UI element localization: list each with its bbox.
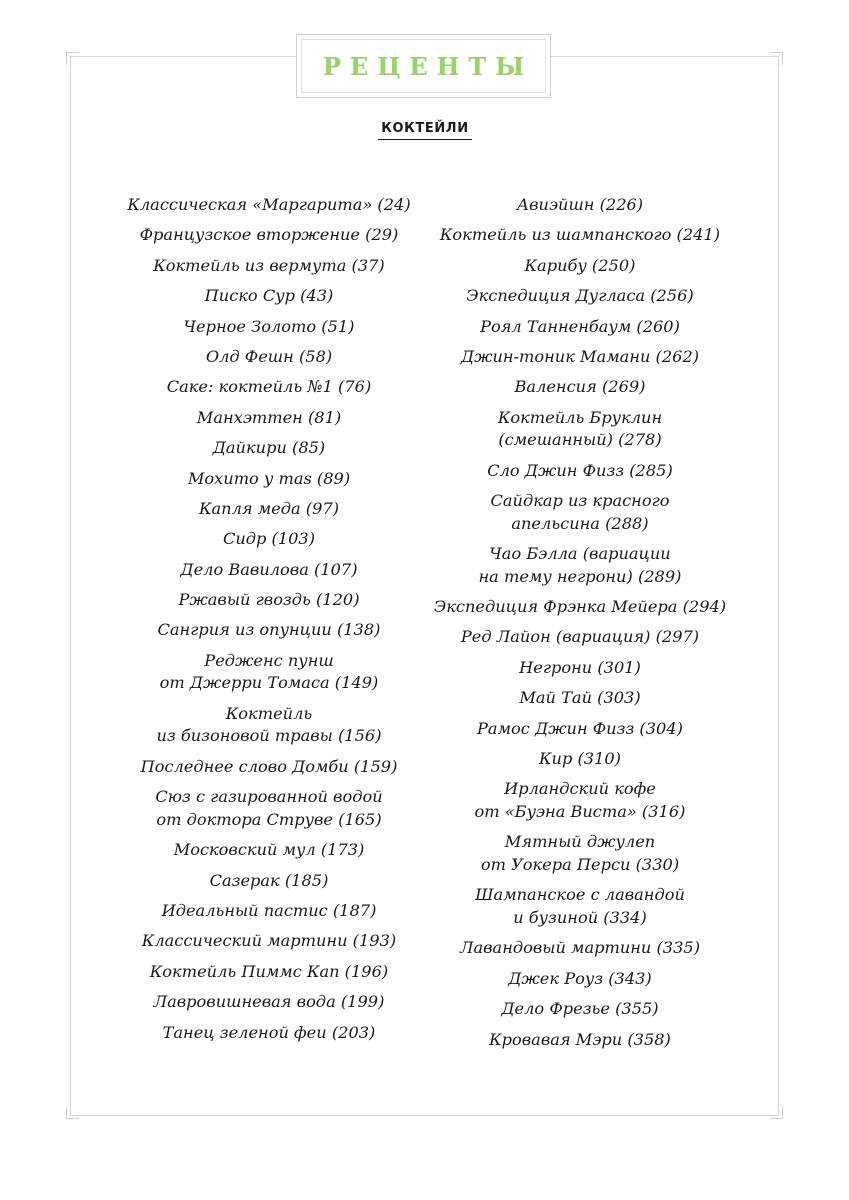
recipe-entry-line: Лавандовый мартини (335) (459, 938, 701, 958)
recipe-entry-line: Ирландский кофе (504, 779, 656, 799)
recipe-entry-line: апельсина (288) (511, 513, 649, 533)
recipe-entry (110, 756, 428, 779)
title-plate (296, 34, 551, 98)
recipe-list-right (424, 194, 736, 1059)
recipe-entry (424, 255, 736, 278)
recipe-entry (424, 596, 736, 619)
recipe-entry (424, 778, 736, 823)
recipe-entry-line: Чао Бэлла (вариации (489, 544, 671, 564)
recipe-entry (424, 407, 736, 452)
recipe-entry-line: Роял Танненбаум (260) (480, 316, 680, 336)
recipe-entry-line: Кир (310) (539, 749, 621, 769)
recipe-entry (110, 437, 428, 460)
recipe-entry (424, 998, 736, 1021)
recipe-entry-line: Сло Джин Физз (285) (487, 460, 673, 480)
recipe-entry-line: Коктейль Бруклин (497, 407, 663, 427)
recipe-entry (424, 543, 736, 588)
recipe-entry (110, 1022, 428, 1045)
recipe-entry (110, 650, 428, 695)
recipe-entry (110, 255, 428, 278)
frame-corner-ornament (770, 52, 783, 65)
recipe-entry-line: Лавровишневая вода (199) (153, 992, 385, 1012)
recipe-entry-line: Дело Вавилова (107) (180, 559, 358, 579)
recipe-entry (110, 376, 428, 399)
recipe-entry-line: Коктейль из шампанского (241) (439, 225, 721, 245)
recipe-entry (110, 346, 428, 369)
recipe-entry-line: Карибу (250) (524, 255, 636, 275)
recipe-entry-line: Мохито у mas (89) (187, 468, 351, 488)
recipe-entry-line: Коктейль (225, 703, 313, 723)
recipe-entry-line: Редженс пунш (204, 650, 334, 670)
recipe-entry-line: Манхэттен (81) (196, 407, 342, 427)
recipe-entry-line: Французское вторжение (29) (139, 225, 399, 245)
recipe-entry-line: Экспедиция Дугласа (256) (466, 286, 694, 306)
recipe-entry (110, 407, 428, 430)
recipe-entry-line: Коктейль Пиммс Кап (196) (149, 961, 389, 981)
recipe-entry (110, 991, 428, 1014)
recipe-entry-line: Ржавый гвоздь (120) (178, 590, 360, 610)
recipe-entry (110, 224, 428, 247)
recipe-entry (424, 831, 736, 876)
recipe-entry (424, 460, 736, 483)
recipe-entry-line: Май Тай (303) (519, 688, 641, 708)
recipe-entry (110, 870, 428, 893)
frame-corner-ornament (66, 52, 79, 65)
recipe-entry-line: Последнее слово Домби (159) (140, 756, 398, 776)
recipe-entry-line: Негрони (301) (519, 657, 641, 677)
section-heading: КОКТЕЙЛИ (378, 121, 472, 140)
recipe-entry-line: Мятный джулеп (504, 832, 656, 852)
recipe-entry (110, 930, 428, 953)
recipe-entry (424, 657, 736, 680)
recipe-entry-line: Классическая «Маргарита» (24) (127, 195, 411, 214)
recipe-entry (424, 346, 736, 369)
recipe-entry-line: Классический мартини (193) (141, 931, 397, 951)
recipe-entry (424, 1029, 736, 1052)
recipe-entry (424, 884, 736, 929)
recipe-entry (110, 285, 428, 308)
recipe-entry-line: Экспедиция Фрэнка Мейера (294) (433, 597, 727, 617)
recipe-entry-line: Капля меда (97) (198, 498, 340, 518)
recipe-entry (424, 490, 736, 535)
recipe-entry (110, 194, 428, 217)
recipe-entry (424, 626, 736, 649)
recipe-entry-line: от доктора Струве (165) (156, 809, 382, 829)
recipe-entry (424, 194, 736, 217)
recipe-entry-line: Джек Роуз (343) (508, 968, 652, 988)
recipe-entry (110, 961, 428, 984)
recipe-entry (110, 589, 428, 612)
recipe-list-left (110, 194, 428, 1052)
recipe-entry-line: Валенсия (269) (514, 377, 646, 397)
recipe-entry-line: от «Буэна Виста» (316) (474, 802, 686, 822)
recipe-entry (110, 839, 428, 862)
recipe-entry-line: Идеальный пастис (187) (161, 900, 377, 920)
recipe-entry-line: от Уокера Перси (330) (480, 855, 680, 874)
recipe-entry (110, 900, 428, 923)
recipe-entry-line: Шампанское с лавандой (475, 885, 685, 905)
recipe-entry (110, 786, 428, 831)
recipe-entry-line: Сазерак (185) (209, 870, 329, 890)
recipe-entry-line: Сидр (103) (222, 529, 316, 549)
recipe-entry-line: из бизоновой травы (156) (156, 726, 382, 746)
recipe-entry-line: Ред Лайон (вариация) (297) (460, 627, 700, 647)
recipe-entry (110, 619, 428, 642)
recipe-entry (424, 968, 736, 991)
recipe-entry (424, 687, 736, 710)
page-title: РЕЦЕНТЫ (322, 51, 534, 81)
recipe-entry-line: Саке: коктейль №1 (76) (166, 377, 372, 397)
recipe-entry (110, 498, 428, 521)
recipe-entry (110, 559, 428, 582)
recipe-entry (424, 224, 736, 247)
recipe-entry-line: Московский мул (173) (173, 840, 365, 860)
recipe-entry (424, 285, 736, 308)
recipe-entry-line: Писко Сур (43) (204, 286, 334, 306)
recipe-entry-line: Олд Фешн (58) (205, 346, 333, 366)
recipe-entry (424, 718, 736, 741)
recipe-entry (110, 703, 428, 748)
recipe-entry (424, 937, 736, 960)
recipe-entry (424, 316, 736, 339)
recipe-entry-line: Рамос Джин Физз (304) (477, 718, 683, 738)
recipe-entry-line: Сайдкар из красного (490, 491, 670, 511)
frame-corner-ornament (770, 1106, 783, 1119)
recipe-entry-line: и бузиной (334) (513, 907, 647, 927)
recipe-entry (424, 748, 736, 771)
recipe-entry-line: Джин-тоник Мамани (262) (460, 346, 700, 366)
recipe-entry (110, 528, 428, 551)
recipe-entry-line: Черное Золото (51) (183, 316, 355, 336)
recipe-entry-line: Сангрия из опунции (138) (157, 620, 381, 640)
recipe-entry (110, 316, 428, 339)
recipe-entry-line: (смешанный) (278) (498, 430, 662, 450)
frame-corner-ornament (66, 1106, 79, 1119)
recipe-entry (110, 468, 428, 491)
recipe-entry-line: Танец зеленой феи (203) (162, 1022, 376, 1042)
recipe-entry-line: на тему негрони) (289) (478, 566, 682, 586)
recipe-entry-line: Сюз с газированной водой (155, 787, 383, 807)
recipe-entry-line: Кровавая Мэри (358) (489, 1029, 671, 1049)
recipe-entry-line: Дело Фрезье (355) (501, 999, 659, 1019)
recipe-entry-line: от Джерри Томаса (149) (159, 673, 379, 693)
recipe-entry-line: Дайкири (85) (212, 438, 326, 458)
recipe-entry-line: Коктейль из вермута (37) (153, 255, 385, 275)
recipe-entry (424, 376, 736, 399)
recipe-entry-line: Авиэйшн (226) (516, 195, 644, 214)
